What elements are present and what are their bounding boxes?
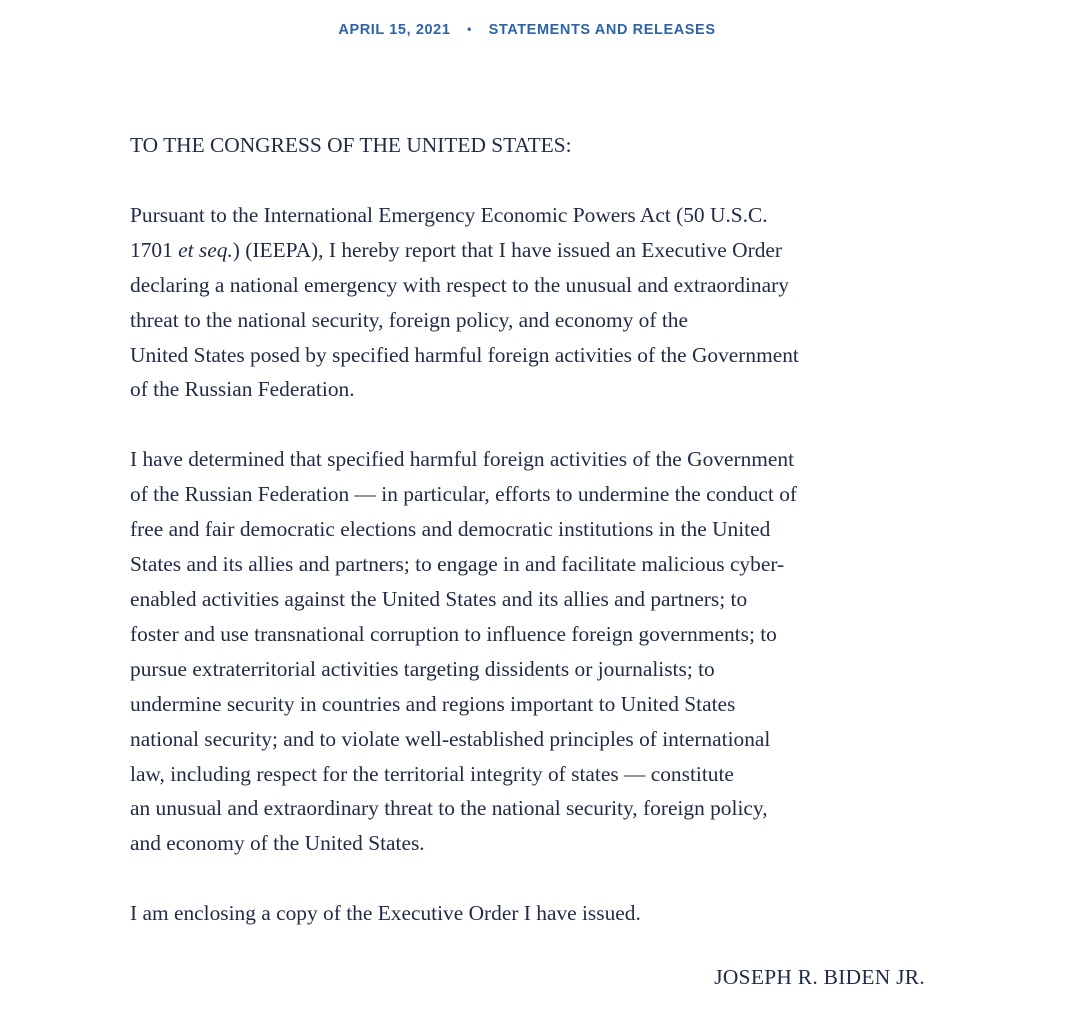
text-run: 1701 [130, 237, 179, 262]
paragraph-2-line: foster and use transnational corruption to influence foreign governments; to [130, 621, 777, 646]
paragraph-2 [130, 442, 930, 861]
paragraph-1-line: United States posed by specified harmful foreign activities of the Government [130, 342, 799, 367]
paragraph-2-line: national security; and to violate well-established principles of international [130, 726, 771, 751]
paragraph-2-line: of the Russian Federation — in particular, efforts to undermine the conduct of [130, 482, 798, 507]
letter-body [130, 128, 930, 966]
paragraph-1-line: threat to the national security, foreign policy, and economy of the [130, 307, 688, 332]
paragraph-2-line: law, including respect for the territorial integrity of states — constitute [130, 761, 734, 786]
paragraph-2-line: States and its allies and partners; to engage in and facilitate malicious cyber- [130, 552, 785, 577]
paragraph-1-line: of the Russian Federation. [130, 377, 355, 402]
italic-text: et seq. [178, 237, 233, 262]
paragraph-2-line: pursue extraterritorial activities targeting dissidents or journalists; to [130, 656, 715, 681]
meta-separator: • [467, 22, 472, 36]
paragraph-1-line: declaring a national emergency with respect to the unusual and extraordinary [130, 272, 789, 297]
paragraph-2-line: I have determined that specified harmful foreign activities of the Government [130, 447, 795, 472]
salutation: TO THE CONGRESS OF THE UNITED STATES: [130, 133, 572, 157]
article-meta [0, 22, 1054, 38]
paragraph-2-line: enabled activities against the United States and its allies and partners; to [130, 586, 748, 611]
paragraph-1 [130, 198, 930, 407]
paragraph-2-line: undermine security in countries and regions important to United States [130, 691, 736, 716]
paragraph-2-line: and economy of the United States. [130, 831, 425, 856]
signature: JOSEPH R. BIDEN JR. [714, 965, 925, 989]
paragraph-1-line: Pursuant to the International Emergency Economic Powers Act (50 U.S.C. [130, 202, 768, 227]
category-link[interactable]: STATEMENTS AND RELEASES [488, 22, 716, 38]
paragraph-2-line: an unusual and extraordinary threat to the national security, foreign policy, [130, 796, 768, 821]
paragraph-3: I am enclosing a copy of the Executive Order I have issued. [130, 901, 641, 926]
paragraph-2-line: free and fair democratic elections and democratic institutions in the United [130, 517, 771, 542]
paragraph-1-line [130, 233, 930, 268]
publish-date: APRIL 15, 2021 [338, 22, 451, 38]
text-run: ) (IEEPA), I hereby report that I have issued an Executive Order [232, 237, 783, 262]
